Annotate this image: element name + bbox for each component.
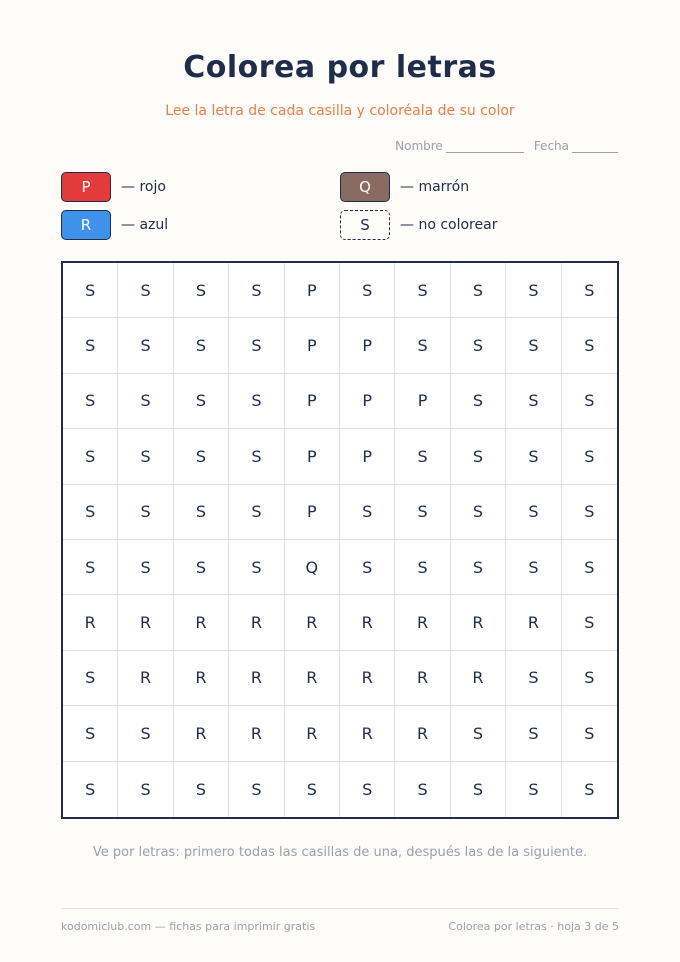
grid-cell[interactable]: S [451, 263, 506, 318]
grid-cell[interactable]: R [174, 706, 229, 761]
grid-cell[interactable]: S [451, 762, 506, 817]
grid-cell[interactable]: S [562, 651, 617, 706]
grid-cell[interactable]: S [506, 374, 561, 429]
grid-cell[interactable]: S [451, 706, 506, 761]
grid-cell[interactable]: S [562, 706, 617, 761]
grid-cell[interactable]: S [118, 485, 173, 540]
grid-cell[interactable]: S [451, 318, 506, 373]
legend-label-s: — no colorear [400, 217, 498, 233]
footer-divider [61, 908, 619, 909]
grid-cell[interactable]: R [395, 651, 450, 706]
legend-label-q: — marrón [400, 179, 470, 195]
grid-cell[interactable]: S [506, 762, 561, 817]
grid-cell[interactable]: S [562, 429, 617, 484]
grid-cell[interactable]: S [118, 318, 173, 373]
grid-cell[interactable]: S [63, 706, 118, 761]
grid-cell[interactable]: S [340, 762, 395, 817]
grid-cell[interactable]: R [229, 595, 284, 650]
page-subtitle: Lee la letra de cada casilla y coloréala de su color [165, 103, 515, 119]
grid-cell[interactable]: S [118, 540, 173, 595]
name-line [446, 141, 524, 153]
grid-cell[interactable]: S [174, 263, 229, 318]
grid-cell[interactable]: S [174, 762, 229, 817]
grid-cell[interactable]: R [285, 595, 340, 650]
grid-cell[interactable]: S [562, 263, 617, 318]
legend-swatch-s: S [340, 210, 390, 240]
date-field[interactable] [534, 139, 618, 153]
grid-cell[interactable]: S [63, 485, 118, 540]
grid-cell[interactable]: S [395, 485, 450, 540]
grid-cell[interactable]: R [285, 651, 340, 706]
footer-site: kodomiclub.com — fichas para imprimir gratis [61, 920, 316, 933]
legend-label-p: — rojo [121, 179, 166, 195]
grid-cell[interactable]: R [63, 595, 118, 650]
grid-cell[interactable]: S [118, 762, 173, 817]
grid-cell[interactable]: R [229, 651, 284, 706]
grid-cell[interactable]: R [395, 595, 450, 650]
grid-cell[interactable]: S [506, 706, 561, 761]
grid-cell[interactable]: R [340, 595, 395, 650]
grid-cell[interactable]: S [340, 485, 395, 540]
grid-cell[interactable]: S [506, 429, 561, 484]
grid-cell[interactable]: S [63, 318, 118, 373]
grid-cell[interactable]: P [340, 318, 395, 373]
legend-swatch-q: Q [340, 172, 390, 202]
legend-item-r [61, 210, 168, 240]
grid-cell[interactable]: S [506, 263, 561, 318]
grid-cell[interactable]: S [229, 429, 284, 484]
grid-cell[interactable]: S [451, 429, 506, 484]
grid-cell[interactable]: S [63, 651, 118, 706]
grid-cell[interactable]: S [118, 706, 173, 761]
legend-item-p [61, 172, 166, 202]
grid-cell[interactable]: R [451, 651, 506, 706]
grid-cell[interactable]: R [174, 651, 229, 706]
grid-cell[interactable]: R [340, 706, 395, 761]
grid-cell[interactable]: S [229, 263, 284, 318]
legend-swatch-r: R [61, 210, 111, 240]
legend-item-q [340, 172, 469, 202]
grid-cell[interactable]: S [584, 779, 595, 799]
name-date-fields [395, 139, 618, 153]
grid-cell[interactable]: S [562, 595, 617, 650]
grid-cell[interactable]: S [340, 263, 395, 318]
grid-cell[interactable]: S [395, 263, 450, 318]
grid-cell[interactable]: S [174, 540, 229, 595]
grid-cell[interactable]: S [285, 762, 340, 817]
grid-cell[interactable]: S [118, 429, 173, 484]
grid-cell[interactable]: S [451, 374, 506, 429]
grid-cell[interactable]: S [174, 318, 229, 373]
grid-cell[interactable]: S [506, 540, 561, 595]
grid-cell[interactable]: S [506, 651, 561, 706]
footer-sheet-info: Colorea por letras · hoja 3 de 5 [448, 920, 619, 933]
grid-cell[interactable]: P [285, 374, 340, 429]
grid-cell[interactable]: R [174, 595, 229, 650]
grid-cell[interactable]: S [395, 762, 450, 817]
grid-cell[interactable]: R [395, 706, 450, 761]
legend-label-r: — azul [121, 217, 169, 233]
name-label: Nombre [395, 139, 443, 153]
instruction-text: Ve por letras: primero todas las casillas de una, después las de la siguiente. [92, 845, 588, 860]
grid-cell[interactable]: S [562, 485, 617, 540]
grid-cell[interactable]: S [562, 318, 617, 373]
grid-cell[interactable]: S [229, 374, 284, 429]
legend-item-s [340, 210, 497, 240]
grid-cell[interactable]: S [229, 485, 284, 540]
page-title: Colorea por letras [183, 50, 497, 85]
grid-cell[interactable]: S [229, 318, 284, 373]
grid-cell[interactable]: S [395, 429, 450, 484]
grid-cell[interactable]: S [118, 374, 173, 429]
grid-cell[interactable]: S [174, 485, 229, 540]
grid-cell[interactable]: S [174, 374, 229, 429]
grid-cell[interactable]: P [340, 374, 395, 429]
grid-cell[interactable]: S [229, 762, 284, 817]
grid-cell[interactable]: S [118, 263, 173, 318]
letter-grid [61, 261, 619, 819]
grid-cell[interactable]: S [229, 540, 284, 595]
grid-cell[interactable]: S [63, 762, 118, 817]
legend-swatch-p: P [61, 172, 111, 202]
grid-cell[interactable]: Q [285, 540, 340, 595]
grid-cell[interactable]: S [562, 540, 617, 595]
grid-cell[interactable]: S [63, 429, 118, 484]
grid-cell[interactable]: S [174, 429, 229, 484]
grid-cell[interactable]: R [506, 595, 561, 650]
grid-cell[interactable]: R [229, 706, 284, 761]
date-line [572, 141, 618, 153]
grid-cell[interactable]: R [118, 595, 173, 650]
grid-cell[interactable]: P [285, 318, 340, 373]
grid-cell[interactable]: S [395, 318, 450, 373]
grid-cell[interactable]: R [340, 651, 395, 706]
grid-cell[interactable]: P [340, 429, 395, 484]
date-label: Fecha [533, 139, 569, 153]
grid-cell[interactable]: S [63, 374, 118, 429]
grid-cell[interactable]: S [562, 374, 617, 429]
grid-cell[interactable]: S [451, 485, 506, 540]
grid-cell[interactable]: S [506, 485, 561, 540]
grid-cell[interactable]: R [118, 651, 173, 706]
grid-cell[interactable]: R [451, 595, 506, 650]
grid-cell[interactable]: S [451, 540, 506, 595]
grid-cell[interactable]: S [63, 263, 118, 318]
grid-cell[interactable]: S [506, 318, 561, 373]
grid-cell[interactable]: S [63, 540, 118, 595]
grid-cell[interactable]: S [395, 540, 450, 595]
grid-cell[interactable]: P [285, 485, 340, 540]
grid-cell[interactable]: P [285, 429, 340, 484]
grid-cell[interactable]: P [395, 374, 450, 429]
grid-cell[interactable]: R [285, 706, 340, 761]
name-field[interactable] [395, 139, 524, 153]
grid-cell[interactable]: P [285, 263, 340, 318]
grid-cell[interactable]: S [340, 540, 395, 595]
